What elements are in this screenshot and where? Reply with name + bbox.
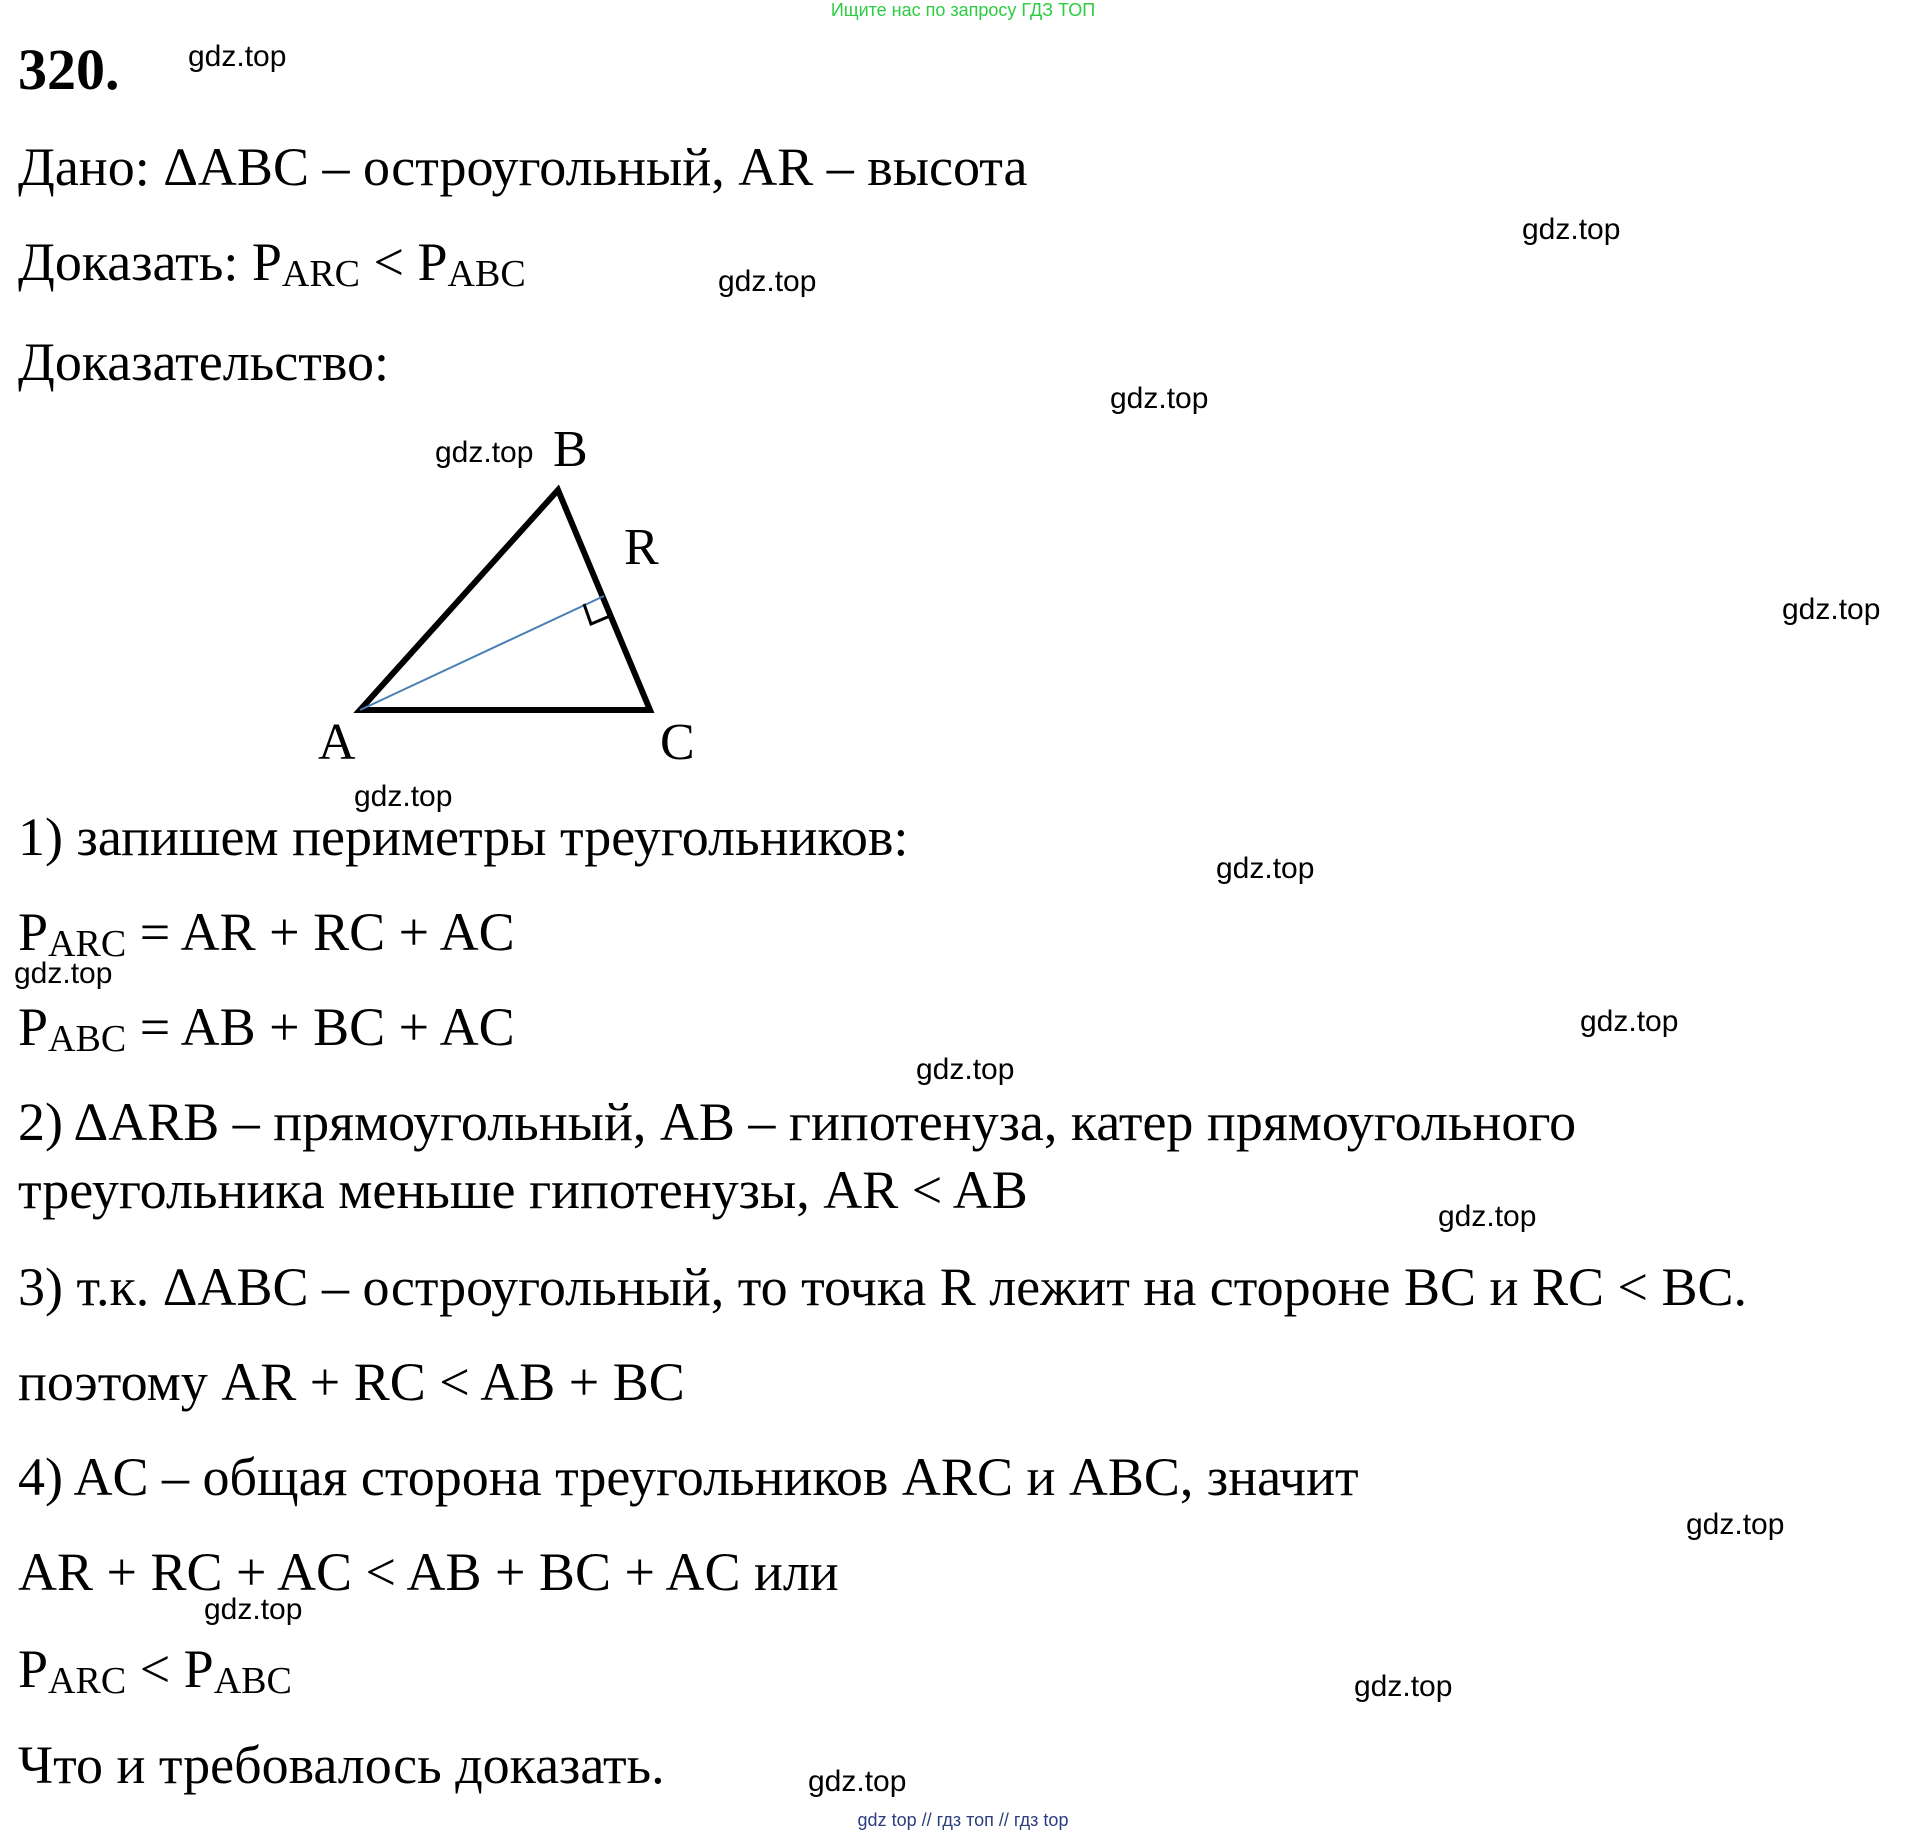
watermark: gdz.top — [718, 265, 817, 298]
top-banner: Ищите нас по запросу ГДЗ ТОП — [830, 0, 1096, 20]
p-abc-rest: = AB + BC + AC — [126, 997, 515, 1057]
label-b: B — [553, 421, 588, 478]
watermark: gdz.top — [204, 1593, 303, 1626]
step3: 3) т.к. ΔABC – остроугольный, то точка R лежит на стороне BC и RC < BC. — [18, 1257, 1747, 1317]
footer: gdz top // гдз топ // гдз top — [857, 1810, 1069, 1830]
label-r: R — [624, 519, 659, 576]
prove-prefix: Доказать: P — [18, 232, 282, 292]
altitude-ar — [360, 596, 604, 710]
final-sub2: ABC — [213, 1660, 292, 1702]
prove-sub1: ARC — [281, 253, 361, 295]
step3b: поэтому AR + RC < AB + BC — [18, 1352, 685, 1412]
triangle-abc — [360, 490, 650, 710]
watermark: gdz.top — [808, 1765, 907, 1798]
proof-heading: Доказательство: — [18, 332, 389, 392]
final-sub1: ARC — [48, 1660, 127, 1702]
watermark: gdz.top — [1216, 852, 1315, 885]
given-line: Дано: ΔABC – остроугольный, AR – высота — [18, 137, 1028, 197]
p-arc-rest: = AR + RC + AC — [126, 902, 515, 962]
watermark: gdz.top — [1522, 213, 1621, 246]
label-a: A — [318, 714, 356, 771]
p-arc-formula — [18, 902, 515, 965]
p-abc-sub: ABC — [48, 1018, 127, 1060]
label-c: C — [660, 714, 695, 771]
final-sym1: P — [18, 1639, 49, 1699]
watermark: gdz.top — [14, 957, 113, 990]
watermark: gdz.top — [1438, 1200, 1537, 1233]
step1: 1) запишем периметры треугольников: — [18, 807, 909, 867]
watermark: gdz.top — [916, 1053, 1015, 1086]
prove-line — [18, 232, 526, 295]
watermark: gdz.top — [354, 780, 453, 813]
p-arc-sub: ARC — [48, 923, 127, 965]
p-arc-sym: P — [18, 902, 49, 962]
watermark: gdz.top — [1354, 1670, 1453, 1703]
final-inequality — [18, 1639, 292, 1702]
p-abc-formula — [18, 997, 515, 1060]
prove-sub2: ABC — [447, 253, 526, 295]
prove-mid: < P — [360, 232, 448, 292]
watermark: gdz.top — [1110, 382, 1209, 415]
step4b: AR + RC + AC < AB + BC + AC или — [18, 1542, 839, 1602]
watermark: gdz.top — [1782, 593, 1881, 626]
watermark: gdz.top — [188, 40, 287, 73]
triangle-figure — [340, 470, 760, 770]
p-abc-sym: P — [18, 997, 49, 1057]
problem-number: 320. — [18, 37, 120, 102]
step2-line2: треугольника меньше гипотенузы, AR < AB — [18, 1160, 1028, 1220]
final-mid: < P — [126, 1639, 214, 1699]
watermark: gdz.top — [435, 436, 534, 469]
step2-line1: 2) ΔARB – прямоугольный, AB – гипотенуза, катер прямоугольного — [18, 1092, 1577, 1152]
watermark: gdz.top — [1580, 1005, 1679, 1038]
step4: 4) AC – общая сторона треугольников ARC и ABC, значит — [18, 1447, 1359, 1507]
conclusion: Что и требовалось доказать. — [18, 1735, 665, 1795]
watermark: gdz.top — [1686, 1508, 1785, 1541]
